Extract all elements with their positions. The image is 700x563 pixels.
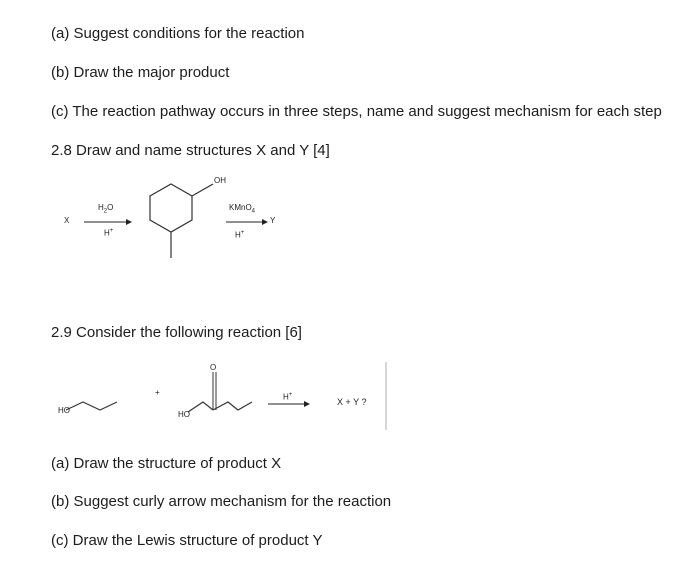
reagent-kmno4: KMnO$_4$ (229, 203, 256, 215)
reaction-arrowhead-3 (304, 401, 310, 407)
plus-sign: + (155, 388, 160, 397)
question-a-product-x: (a) Draw the structure of product X (51, 455, 282, 472)
cyclohexane-ring (150, 184, 192, 232)
reagent-acid-2: H+ (235, 230, 245, 240)
acid-catalyst: H+ (283, 392, 293, 402)
question-c-lewis: (c) Draw the Lewis structure of product Y (51, 532, 323, 549)
question-c-pathway: (c) The reaction pathway occurs in three steps, name and suggest mechanism for each step (51, 103, 662, 120)
question-2-9-heading: 2.9 Consider the following reaction [6] (51, 324, 302, 341)
hydroxyl-label-2: HO (178, 410, 190, 419)
end-label-y: Y (270, 216, 276, 225)
start-label-x: X (64, 216, 70, 225)
hydroxy-ketone-left (188, 402, 213, 412)
hydroxy-chain (66, 402, 117, 410)
reagent-acid-1: H+ (104, 228, 114, 238)
bond-to-oh (192, 184, 213, 196)
question-a-conditions: (a) Suggest conditions for the reaction (51, 25, 305, 42)
hydroxy-ketone-right (213, 402, 252, 410)
carbonyl-oxygen-label: O (210, 363, 217, 372)
reaction-arrowhead-1 (126, 219, 132, 225)
question-b-mechanism: (b) Suggest curly arrow mechanism for the reaction (51, 493, 392, 510)
reaction-arrowhead-2 (262, 219, 268, 225)
hydroxyl-label-1: HO (58, 406, 70, 415)
question-2-8-heading: 2.8 Draw and name structures X and Y [4] (51, 142, 330, 159)
hydroxyl-label: OH (214, 176, 226, 185)
question-b-major-product: (b) Draw the major product (51, 64, 230, 81)
reagent-water: $H_2O$ (98, 203, 114, 215)
products-label: X + Y ? (337, 397, 367, 407)
